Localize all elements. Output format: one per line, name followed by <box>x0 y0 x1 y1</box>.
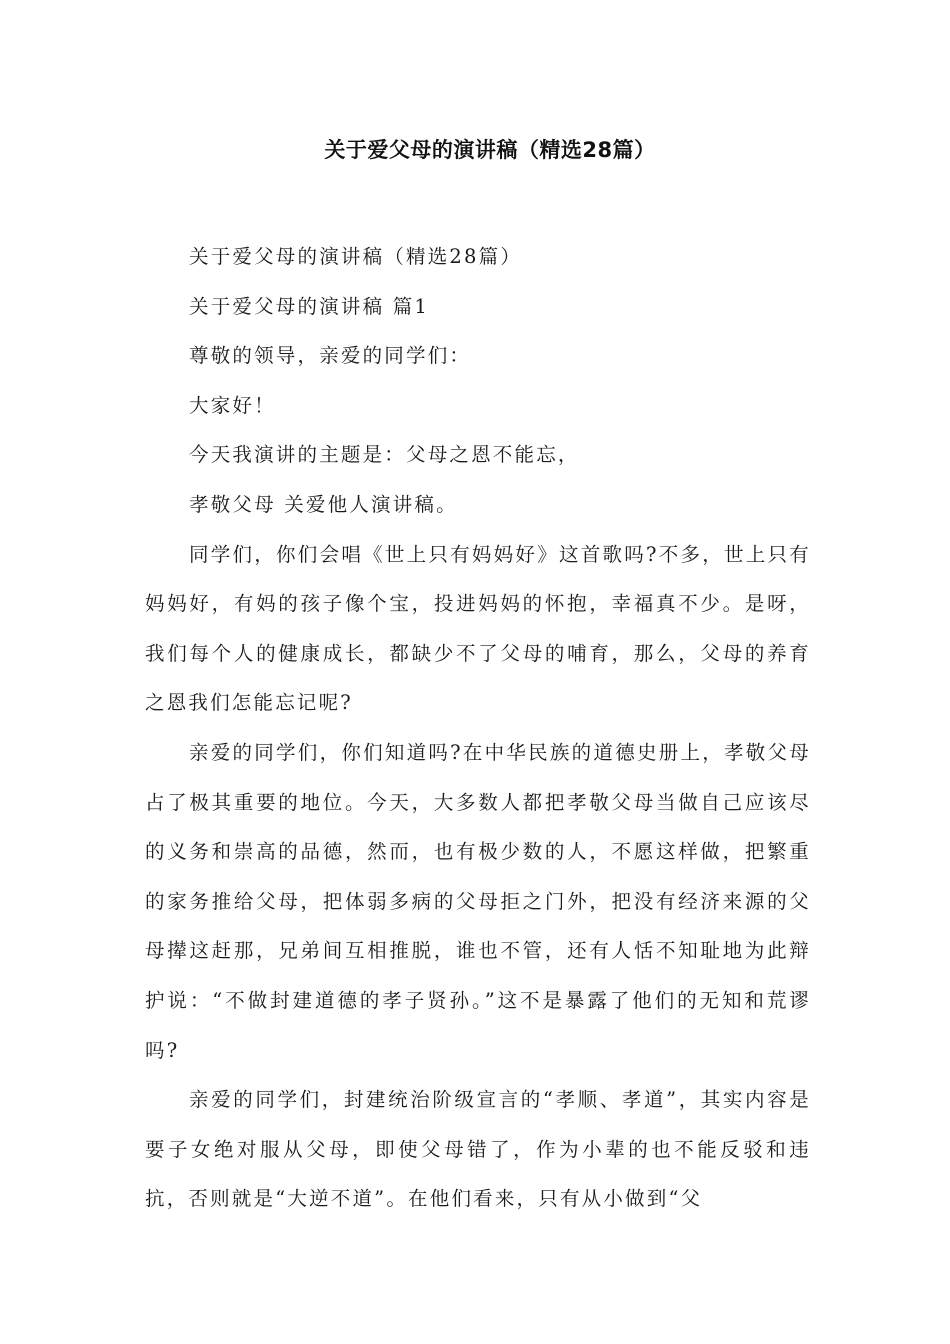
paragraph-body-2: 亲爱的同学们，你们知道吗?在中华民族的道德史册上，孝敬父母占了极其重要的地位。今天，大多数人都把孝敬父母当做自己应该尽的义务和崇高的品德，然而，也有极少数的人，不愿这样做，把繁重的家务推给父母，把体弱多病的父母拒之门外，把没有经济来源的父母撵这赶那，兄弟间互相推脱，谁也不管，还有人恬不知耻地为此辩护说：“不做封建道德的孝子贤孙。”这不是暴露了他们的无知和荒谬吗? <box>145 740 811 1062</box>
paragraph-body-1: 同学们，你们会唱《世上只有妈妈好》这首歌吗?不多，世上只有妈妈好，有妈的孩子像个宝，投进妈妈的怀抱，幸福真不少。是呀，我们每个人的健康成长，都缺少不了父母的哺育，那么，父母的养育之恩我们怎能忘记呢? <box>145 542 811 715</box>
paragraph-greeting: 大家好！ <box>189 393 276 417</box>
paragraph-topic: 今天我演讲的主题是：父母之恩不能忘， <box>189 443 580 467</box>
document-title: 关于爱父母的演讲稿（精选28篇） <box>324 138 656 162</box>
paragraph-salutation: 尊敬的领导，亲爱的同学们： <box>189 344 472 368</box>
paragraph-subtitle: 孝敬父母 关爱他人演讲稿。 <box>189 492 458 516</box>
paragraph-heading-repeat: 关于爱父母的演讲稿（精选28篇） <box>189 245 523 268</box>
paragraph-section-title: 关于爱父母的演讲稿 篇1 <box>189 294 430 318</box>
document-body <box>145 232 811 1224</box>
paragraph-body-3: 亲爱的同学们，封建统治阶级宣言的“孝顺、孝道”，其实内容是要子女绝对服从父母，即使父母错了，作为小辈的也不能反驳和违抗，否则就是“大逆不道”。在他们看来，只有从小做到“父 <box>145 1088 811 1211</box>
